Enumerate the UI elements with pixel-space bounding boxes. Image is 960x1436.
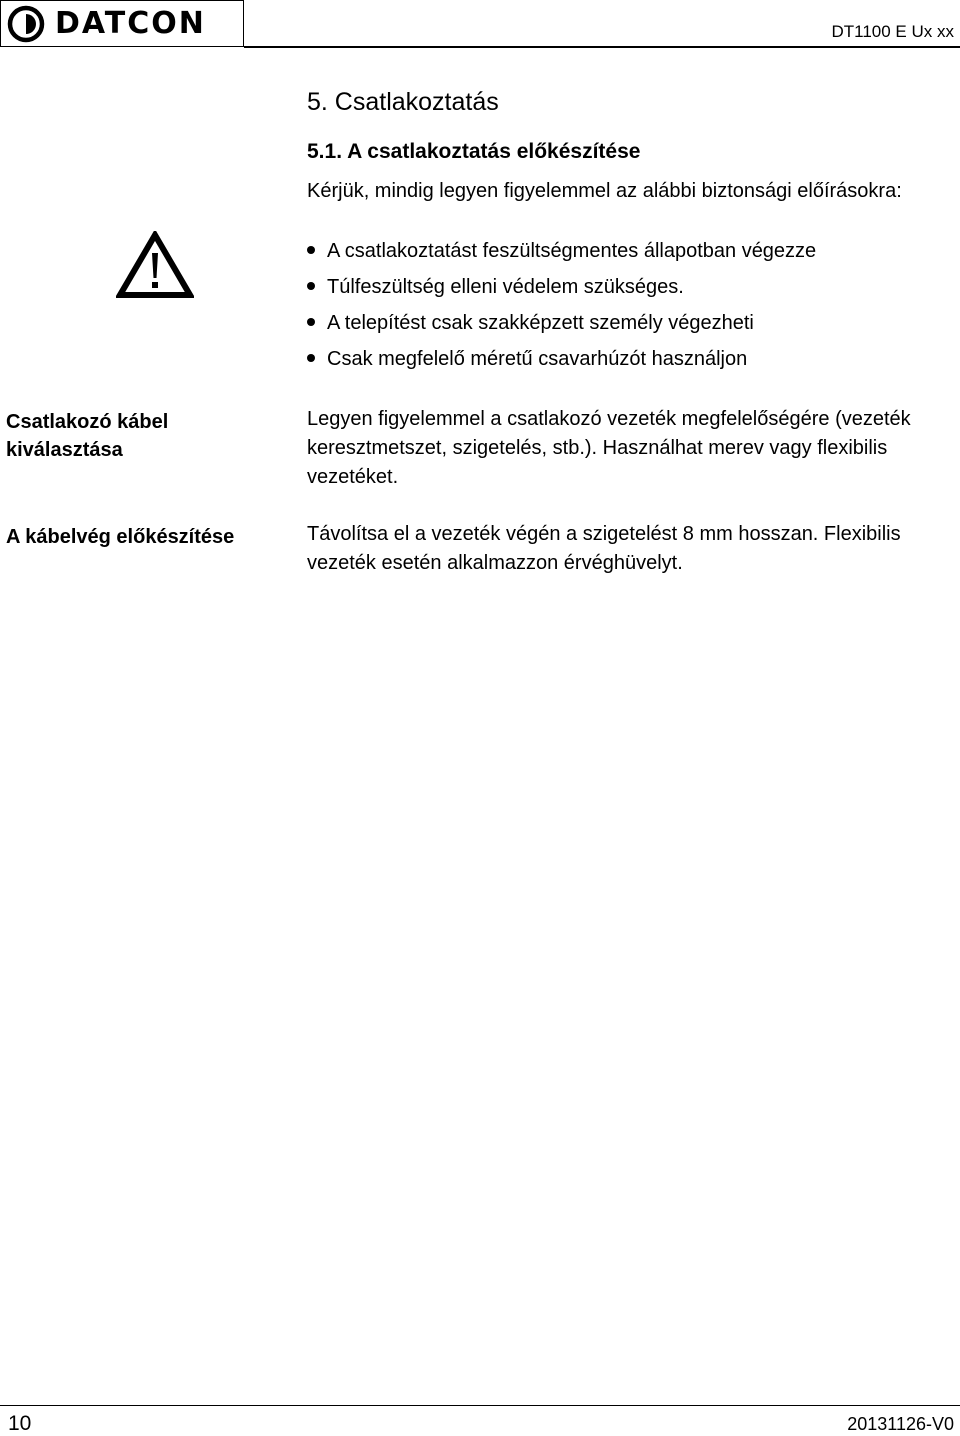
bullet-text: A csatlakoztatást feszültségmentes állapotban végezze	[327, 240, 817, 262]
cable-selection-text: Legyen figyelemmel a csatlakozó vezeték megfelelőségére (vezeték keresztmetszet, szigetelés, stb.). Használhat merev vagy flexibilis vezetéket.	[307, 408, 911, 488]
bullet-text: A telepítést csak szakképzett személy végezheti	[327, 312, 754, 334]
header-divider	[244, 46, 960, 48]
cable-end-prep-text: Távolítsa el a vezeték végén a szigetelést 8 mm hosszan. Flexibilis vezeték esetén alkalmazzon érvéghüvelyt.	[307, 523, 901, 574]
document-id: DT1100 E Ux xx	[831, 22, 954, 41]
subsection-title: 5.1. A csatlakoztatás előkészítése	[307, 140, 641, 163]
bullet-icon	[307, 282, 315, 290]
bullet-text: Csak megfelelő méretű csavarhúzót használjon	[327, 348, 748, 370]
safety-intro: Kérjük, mindig legyen figyelemmel az alábbi biztonsági előírásokra:	[307, 180, 902, 202]
cable-end-prep-label: A kábelvég előkészítése	[6, 526, 235, 548]
header-logo-box	[0, 0, 244, 47]
warning-triangle-icon	[116, 231, 194, 299]
brand-wordmark: DATCON	[55, 6, 206, 41]
list-item	[307, 238, 816, 274]
brand-logo	[7, 5, 206, 43]
footer-divider	[0, 1405, 960, 1406]
safety-bullet-list	[307, 238, 816, 382]
document-version: 20131126-V0	[847, 1414, 954, 1434]
bullet-text: Túlfeszültség elleni védelem szükséges.	[327, 276, 684, 298]
bullet-icon	[307, 246, 315, 254]
datcon-logo-icon	[7, 5, 45, 43]
list-item	[307, 274, 816, 310]
bullet-icon	[307, 354, 315, 362]
bullet-icon	[307, 318, 315, 326]
list-item	[307, 346, 816, 382]
list-item	[307, 310, 816, 346]
page-number: 10	[8, 1412, 32, 1435]
cable-selection-label: Csatlakozó kábel kiválasztása	[6, 411, 169, 461]
section-title: 5. Csatlakoztatás	[307, 88, 499, 116]
